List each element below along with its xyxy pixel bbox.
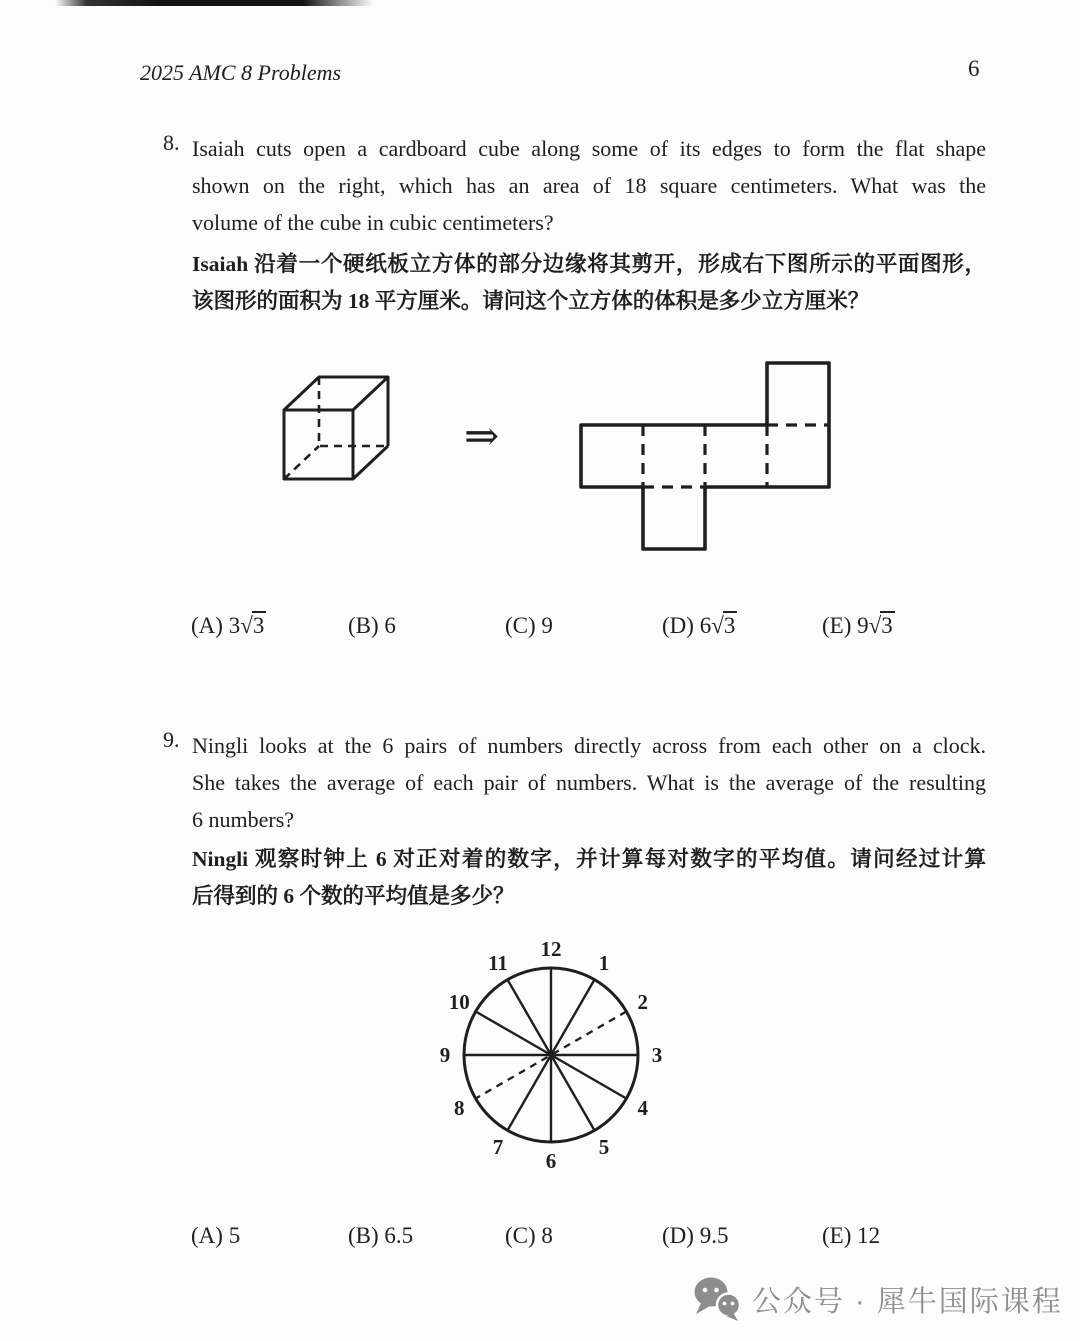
clock-number-12: 12 (540, 937, 562, 961)
clock-number-5: 5 (598, 1134, 610, 1159)
text-line: 该图形的面积为 18 平方厘米。请问这个立方体的体积是多少立方厘米？ (192, 289, 870, 313)
problem-8-answer-choices (0, 613, 1080, 653)
choice-label: (E) (822, 613, 858, 638)
problem-9-answer-choices (0, 1223, 1080, 1263)
text-line: She takes the average of each pair of numbers. What is the average of the resulting (192, 770, 986, 795)
text-line: Ningli 观察时钟上 6 对正对着的数字，并计算每对数字的平均值。请问经过计算 (192, 847, 986, 871)
text-line: Ningli looks at the 6 pairs of numbers directly across from each other on a clock. (192, 733, 986, 758)
problem-8-english-text (192, 130, 986, 241)
clock-number-2: 2 (637, 990, 649, 1014)
text-line: Isaiah cuts open a cardboard cube along some of its edges to form the flat shape (192, 136, 986, 161)
problem-9-number: 9. (163, 727, 180, 752)
radical-expression: √3 (711, 613, 736, 638)
choice-label: (D) (662, 613, 700, 638)
problem-9-english-text (192, 727, 986, 838)
double-arrow-icon: ⇒ (464, 414, 500, 460)
answer-choice-D (662, 1223, 728, 1249)
header-title: 2025 AMC 8 Problems (140, 60, 342, 85)
page-number: 6 (968, 56, 980, 81)
choice-value: 6 (384, 613, 396, 638)
answer-choice-B (348, 613, 396, 639)
choice-label: (A) (191, 613, 229, 638)
wechat-icon (692, 1276, 742, 1322)
problem-8-chinese-text (192, 246, 986, 320)
cube-net-diagram (579, 359, 831, 553)
choice-value: 9√3 (857, 613, 893, 638)
choice-label: (A) (191, 1223, 229, 1248)
radical-expression: √3 (868, 613, 893, 638)
clock-number-4: 4 (637, 1096, 649, 1120)
answer-choice-A (191, 613, 266, 639)
choice-label: (E) (822, 1223, 858, 1248)
choice-value: 9.5 (699, 1223, 729, 1248)
choice-value: 5 (228, 1223, 241, 1248)
choice-value: 3√3 (228, 613, 265, 638)
net-cut-edges (581, 363, 829, 549)
choice-label: (B) (348, 1223, 385, 1248)
answer-choice-C (505, 613, 553, 639)
choice-value: 12 (857, 1223, 881, 1248)
footer-watermark (692, 1276, 1063, 1322)
footer-label: 公众号 · 犀牛国际课程 (752, 1285, 1063, 1318)
text-line: Isaiah 沿着一个硬纸板立方体的部分边缘将其剪开，形成右下图所示的平面图形， (192, 252, 986, 276)
choice-label: (B) (348, 613, 385, 638)
choice-label: (D) (662, 1223, 700, 1248)
choice-value: 9 (541, 613, 553, 638)
answer-choice-B (348, 1223, 413, 1249)
net-fold-lines (643, 425, 829, 487)
answer-choice-D (662, 613, 737, 639)
choice-value: 6.5 (384, 1223, 414, 1248)
clock-number-8: 8 (453, 1096, 465, 1120)
problem-8-number: 8. (163, 130, 180, 155)
clock-number-10: 10 (448, 990, 470, 1014)
clock-number-7: 7 (492, 1134, 504, 1159)
clock-number-1: 1 (598, 951, 610, 976)
answer-choice-E (822, 1223, 880, 1249)
text-line: 6 numbers? (192, 807, 295, 832)
clock-diagram (428, 932, 674, 1178)
answer-choice-A (191, 1223, 240, 1249)
choice-value: 6√3 (699, 613, 736, 638)
clock-number-11: 11 (488, 951, 508, 976)
choice-label: (C) (505, 1223, 542, 1248)
problem-9-chinese-text (192, 841, 986, 915)
text-line: shown on the right, which has an area of 18 square centimeters. What was the (192, 173, 986, 198)
clock-number-6: 6 (545, 1149, 557, 1173)
radical-expression: √3 (240, 613, 265, 638)
answer-choice-E (822, 613, 895, 639)
text-line: 后得到的 6 个数的平均值是多少？ (192, 884, 515, 908)
choice-value: 8 (541, 1223, 553, 1248)
answer-choice-C (505, 1223, 553, 1249)
cube-diagram (281, 372, 391, 484)
scan-artifact-line (55, 0, 373, 6)
clock-number-3: 3 (651, 1043, 663, 1067)
choice-label: (C) (505, 613, 542, 638)
clock-number-9: 9 (439, 1043, 451, 1067)
text-line: volume of the cube in cubic centimeters? (192, 210, 554, 235)
